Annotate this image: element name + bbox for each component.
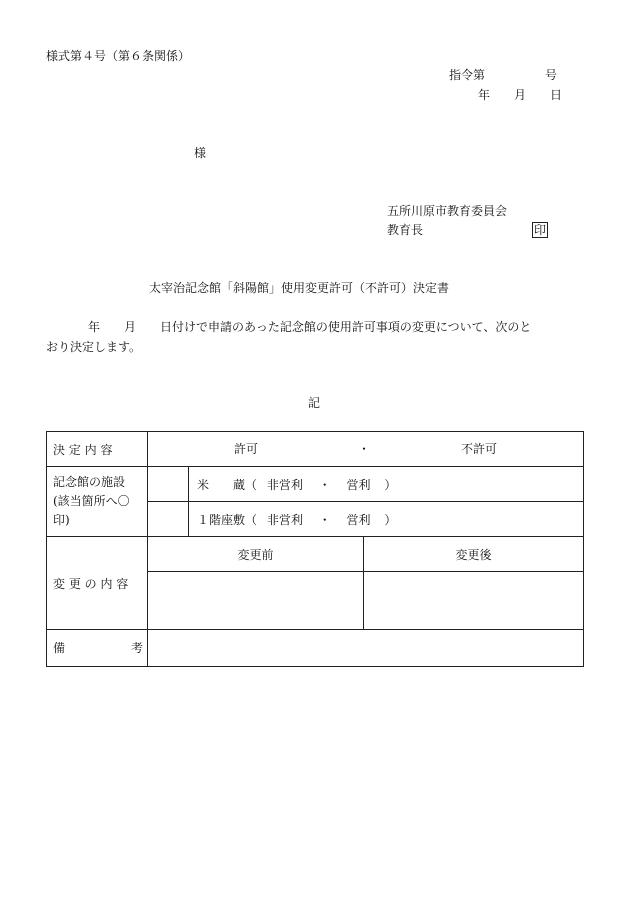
change-header-row	[47, 537, 584, 572]
facility-name: １階座敷（	[197, 512, 258, 527]
remarks-label	[47, 630, 148, 667]
facility-row-1	[47, 467, 584, 502]
remarks-label-2: 考	[131, 641, 144, 655]
addressee-honorific: 様	[194, 146, 207, 160]
facility-nonprofit: 非営利	[266, 477, 303, 492]
note-heading: 記	[308, 396, 321, 410]
after-header: 変更後	[364, 537, 584, 572]
facility-name: 米 蔵（	[197, 477, 258, 492]
facility-dot: ・	[318, 512, 331, 527]
facility-label-line3: 印)	[53, 513, 70, 527]
decision-options	[148, 432, 584, 467]
facility-close: ）	[384, 512, 397, 527]
form-number: 様式第４号（第６条関係）	[46, 49, 191, 63]
decision-label: 決 定 内 容	[47, 432, 148, 467]
decision-table	[46, 431, 584, 667]
facility-profit: 営利	[346, 512, 371, 527]
before-header: 変更前	[148, 537, 364, 572]
issue-date: 年 月 日	[478, 88, 563, 102]
facility-mark-cell-2[interactable]	[148, 502, 189, 537]
decision-deny: 不許可	[461, 442, 498, 456]
facility-mark-cell-1[interactable]	[148, 467, 189, 502]
document-title: 太宰治記念館「斜陽館」使用変更許可（不許可）決定書	[149, 281, 450, 295]
change-label: 変 更 の 内 容	[47, 537, 148, 630]
issuer-seal	[532, 222, 548, 238]
remarks-row	[47, 630, 584, 667]
facility-dot: ・	[318, 477, 331, 492]
decision-permit: 許可	[234, 442, 259, 456]
facility-option-2	[189, 502, 584, 537]
facility-option-1	[189, 467, 584, 502]
issuer-title: 教育長	[387, 223, 424, 237]
facility-label-line1: 記念館の施設	[53, 475, 126, 489]
facility-close: ）	[384, 477, 397, 492]
facility-profit: 営利	[346, 477, 371, 492]
remarks-content-cell[interactable]	[148, 630, 584, 667]
seal-mark: 印	[534, 223, 547, 237]
facility-label-line2: (該当箇所へ〇	[53, 494, 130, 508]
decision-separator: ・	[358, 442, 371, 456]
remarks-label-1: 備	[53, 641, 66, 655]
facility-nonprofit: 非営利	[266, 512, 303, 527]
facility-label	[47, 467, 148, 537]
decision-row	[47, 432, 584, 467]
before-content-cell[interactable]	[148, 572, 364, 630]
body-text-line1: 年 月 日付けで申請のあった記念館の使用許可事項の変更について、次のと	[88, 320, 532, 334]
issuer-organization: 五所川原市教育委員会	[387, 204, 508, 218]
document-number: 指令第 号	[449, 68, 558, 82]
body-text-line2: おり決定します。	[46, 340, 142, 354]
after-content-cell[interactable]	[364, 572, 584, 630]
